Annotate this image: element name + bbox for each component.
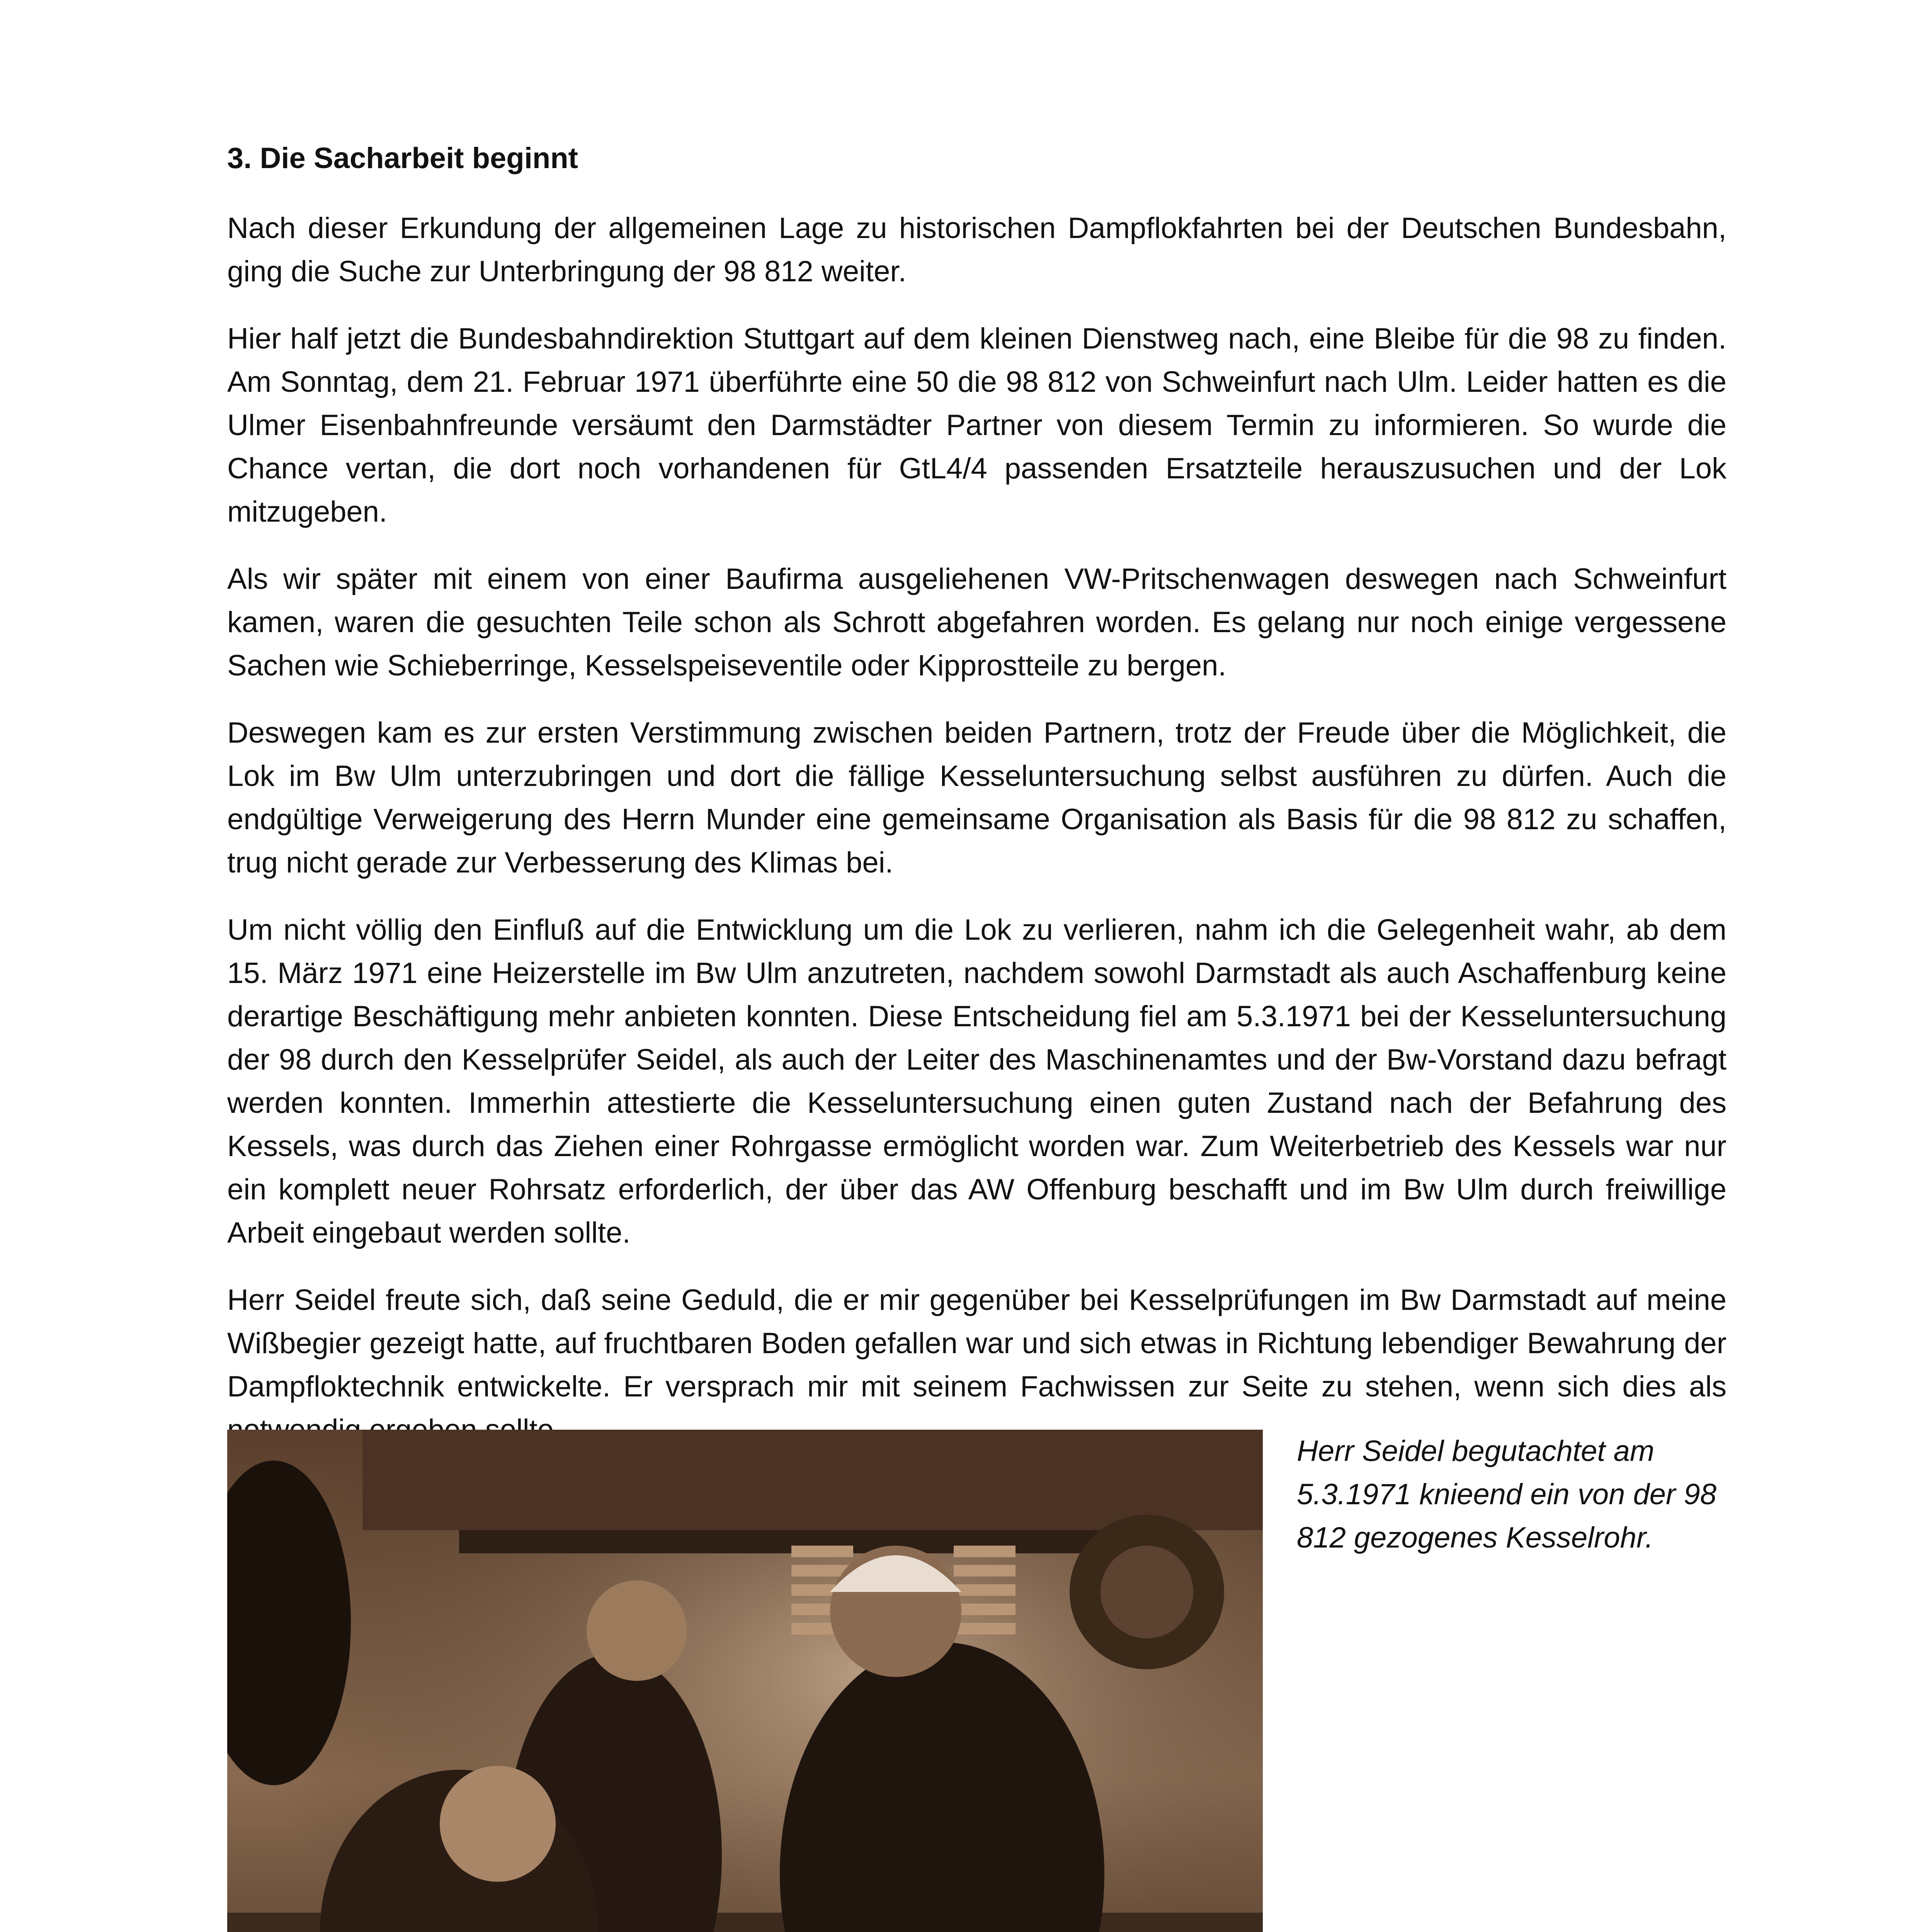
paragraph-3: Als wir später mit einem von einer Baufirma ausgeliehenen VW-Pritschenwagen deswegen nach Schweinfurt kamen, waren die gesuchten Teile schon als Schrott abgefahren worden. Es gelang nur noch einige vergessene Sachen wie Schieberringe, Kesselspeiseventile oder Kipprostteile zu bergen. <box>227 563 1726 682</box>
paragraph-4: Deswegen kam es zur ersten Verstimmung zwischen beiden Partnern, trotz der Freude über die Möglichkeit, die Lok im Bw Ulm unterzubringen und dort die fällige Kesseluntersuchung selbst ausführen zu dürfen. Auch die endgültige Verweigerung des Herrn Munder eine gemeinsame Organisation als Basis für die 98 812 zu schaffen, trug nicht gerade zur Verbesserung des Klimas bei. <box>227 716 1726 879</box>
main-text <box>227 137 1726 1476</box>
paragraph-6: Herr Seidel freute sich, daß seine Geduld, die er mir gegenüber bei Kesselprüfungen im Bw Darmstadt auf meine Wißbegier gezeigt hatte, auf fruchtbaren Boden gefallen war und sich etwas in Richtung lebendiger Bewahrung der Dampfloktechnik entwickelte. Er versprach mir mit seinem Fachwissen zur Seite zu stehen, wenn sich dies als <box>227 1284 1726 1403</box>
section-heading: 3. Die Sacharbeit beginnt <box>227 142 578 175</box>
photo-section <box>227 1430 1726 1932</box>
historic-photo <box>227 1430 1263 1932</box>
photo-illustration <box>227 1430 1263 1932</box>
paragraph-5: Um nicht völlig den Einfluß auf die Entwicklung um die Lok zu verlieren, nahm ich die Gelegenheit wahr, ab dem 15. März 1971 eine Heizerstelle im Bw Ulm anzutreten, nachdem sowohl Darmstadt als auch Aschaffenburg keine derartige Beschäftigung mehr anbieten konnten. Diese Entscheidung fiel am 5.3.1971 bei der Kesseluntersuchung der 98 durch den Kesselprüfer Seidel, als auch der Leiter des Maschinenamtes und der Bw-Vorstand dazu befragt werden konnten. Immerhin attestierte die Kesseluntersuchung einen guten Zustand nach der Befahrung des Kessels, was durch das Ziehen einer Rohrgasse ermöglicht worden war. Zum Weiterbetrieb des Kessels war nur ein komplett neuer Rohrsatz erforderlich, der über das AW Offenburg beschafft und im Bw Ulm durch freiwillige Arbeit eingebaut werden sollte. <box>227 913 1726 1249</box>
paragraph-2: Hier half jetzt die Bundesbahndirektion Stuttgart auf dem kleinen Dienstweg nach, eine Bleibe für die 98 zu finden. Am Sonntag, dem 21. Februar 1971 überführte eine 50 die 98 812 von Schweinfurt nach Ulm. Leider hatten es die Ulmer Eisenbahnfreunde versäumt den Darmstädter Partner von diesem Termin zu informieren. So wurde die Chance vertan, die dort noch vorhandenen für GtL4/4 passenden Ersatzteile herauszusuchen und der Lok mitzugeben. <box>227 322 1726 528</box>
paragraph-1: Nach dieser Erkundung der allgemeinen Lage zu historischen Dampflokfahrten bei der Deutschen Bundesbahn, ging die Suche zur Unterbringung der 98 812 weiter. <box>227 212 1726 288</box>
photo-caption: Herr Seidel begutachtet am 5.3.1971 knieend ein von der 98 812 gezogenes Kesselrohr. <box>1297 1435 1716 1554</box>
